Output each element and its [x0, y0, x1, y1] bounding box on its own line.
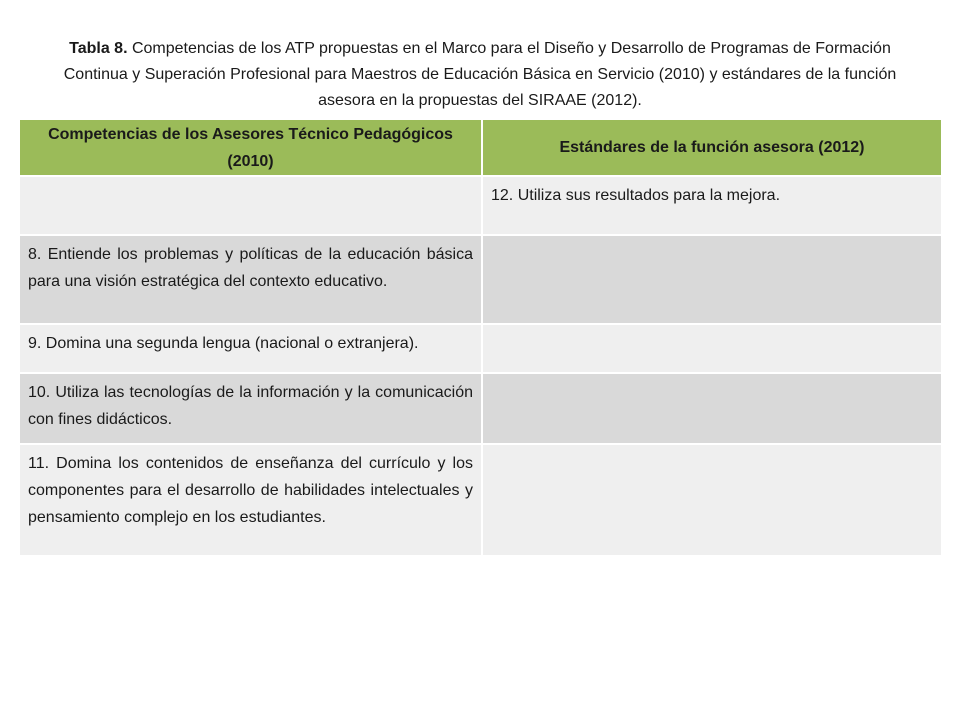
- table-cell-estandar: [482, 235, 941, 324]
- table-row: [20, 444, 941, 555]
- table-cell-estandar: 12. Utiliza sus resultados para la mejora.: [482, 176, 941, 235]
- table-row: [20, 176, 941, 235]
- table-cell-competencia: 9. Domina una segunda lengua (nacional o extranjera).: [20, 324, 482, 373]
- table-cell-estandar: [482, 444, 941, 555]
- table-header-row: [20, 120, 941, 176]
- table-cell-competencia: 11. Domina los contenidos de enseñanza del currículo y los componentes para el desarrollo de habilidades intelectuales y pensamiento complejo en los estudiantes.: [20, 444, 482, 555]
- table-cell-estandar: [482, 324, 941, 373]
- competencies-table: [20, 120, 941, 555]
- table-number-label: Tabla 8.: [69, 40, 128, 57]
- table-caption: [40, 36, 920, 114]
- table-row: [20, 373, 941, 444]
- table-cell-competencia: [20, 176, 482, 235]
- table-caption-text: Competencias de los ATP propuestas en el Marco para el Diseño y Desarrollo de Programas de Formación Continua y Superación Profesional para Maestros de Educación Básica en Servicio (2010) y estándares de la función asesora en la propuestas del SIRAAE (2012).: [63, 40, 897, 109]
- table-cell-competencia: 8. Entiende los problemas y políticas de la educación básica para una visión estratégica del contexto educativo.: [20, 235, 482, 324]
- table-row: [20, 324, 941, 373]
- header-estandares-funcion-asesora: Estándares de la función asesora (2012): [482, 120, 941, 176]
- table-cell-competencia: 10. Utiliza las tecnologías de la información y la comunicación con fines didácticos.: [20, 373, 482, 444]
- header-competencias-atp: Competencias de los Asesores Técnico Pedagógicos (2010): [20, 120, 482, 176]
- table-row: [20, 235, 941, 324]
- table-cell-estandar: [482, 373, 941, 444]
